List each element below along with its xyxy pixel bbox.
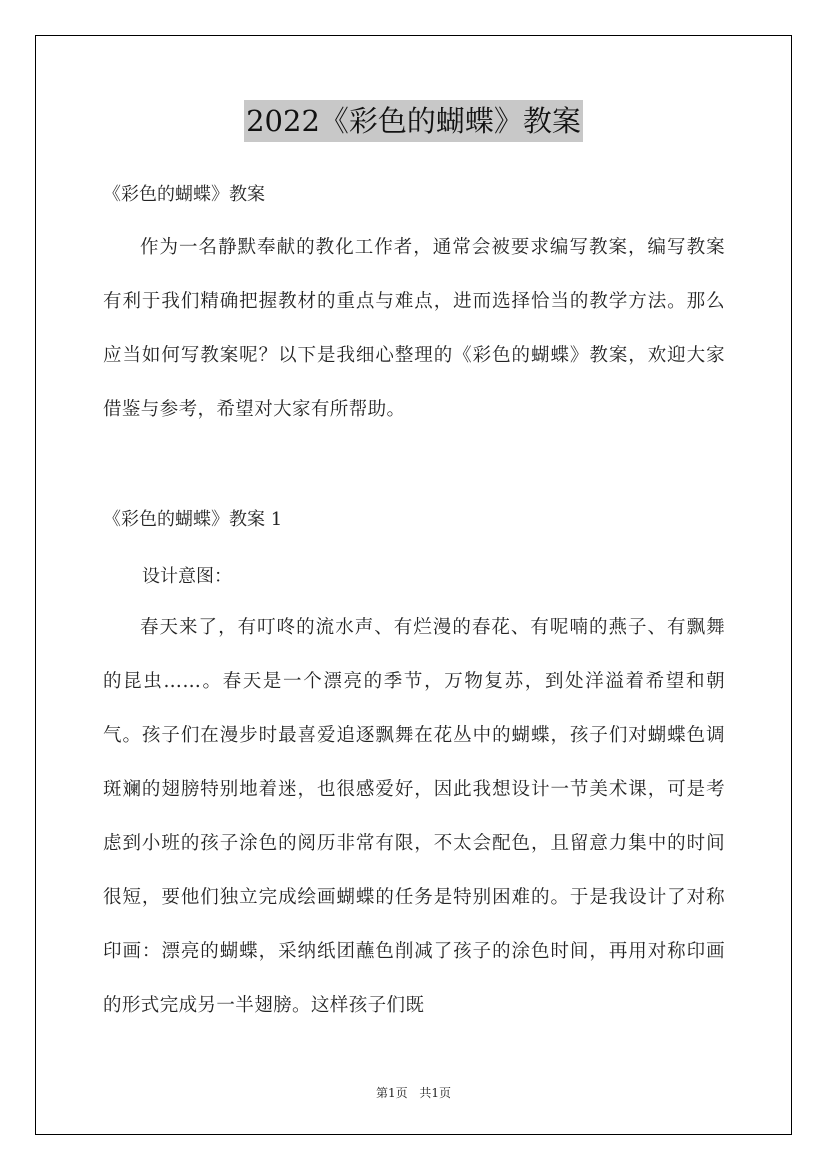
page-number: 第1页 <box>375 1086 408 1100</box>
page-total: 共1页 <box>419 1086 452 1100</box>
title-wrap <box>0 100 827 142</box>
document-subtitle: 《彩色的蝴蝶》教案 <box>103 184 265 205</box>
body-paragraph: 春天来了，有叮咚的流水声、有烂漫的春花、有呢喃的燕子、有飘舞的昆虫……。春天是一个漂亮的季节，万物复苏，到处洋溢着希望和朝气。孩子们在漫步时最喜爱追逐飘舞在花丛中的蝴蝶，孩子们对蝴蝶色调斑斓的翅膀特别地着迷，也很感爱好，因此我想设计一节美术课，可是考虑到小班的孩子涂色的阅历非常有限，不太会配色，且留意力集中的时间很短，要他们独立完成绘画蝴蝶的任务是特别困难的。于是我设计了对称印画：漂亮的蝴蝶，采纳纸团蘸色削减了孩子的涂色时间，再用对称印画的形式完成另一半翅膀。这样孩子们既 <box>103 617 725 1016</box>
document-title: 2022《彩色的蝴蝶》教案 <box>244 100 583 142</box>
intro-paragraph: 作为一名静默奉献的教化工作者，通常会被要求编写教案，编写教案有利于我们精确把握教材的重点与难点，进而选择恰当的教学方法。那么应当如何写教案呢？以下是我细心整理的《彩色的蝴蝶》教案，欢迎大家借鉴与参考，希望对大家有所帮助。 <box>103 237 725 420</box>
page-footer <box>0 1084 827 1101</box>
section-heading: 《彩色的蝴蝶》教案 1 <box>103 509 283 530</box>
design-intent-label: 设计意图： <box>142 566 232 587</box>
